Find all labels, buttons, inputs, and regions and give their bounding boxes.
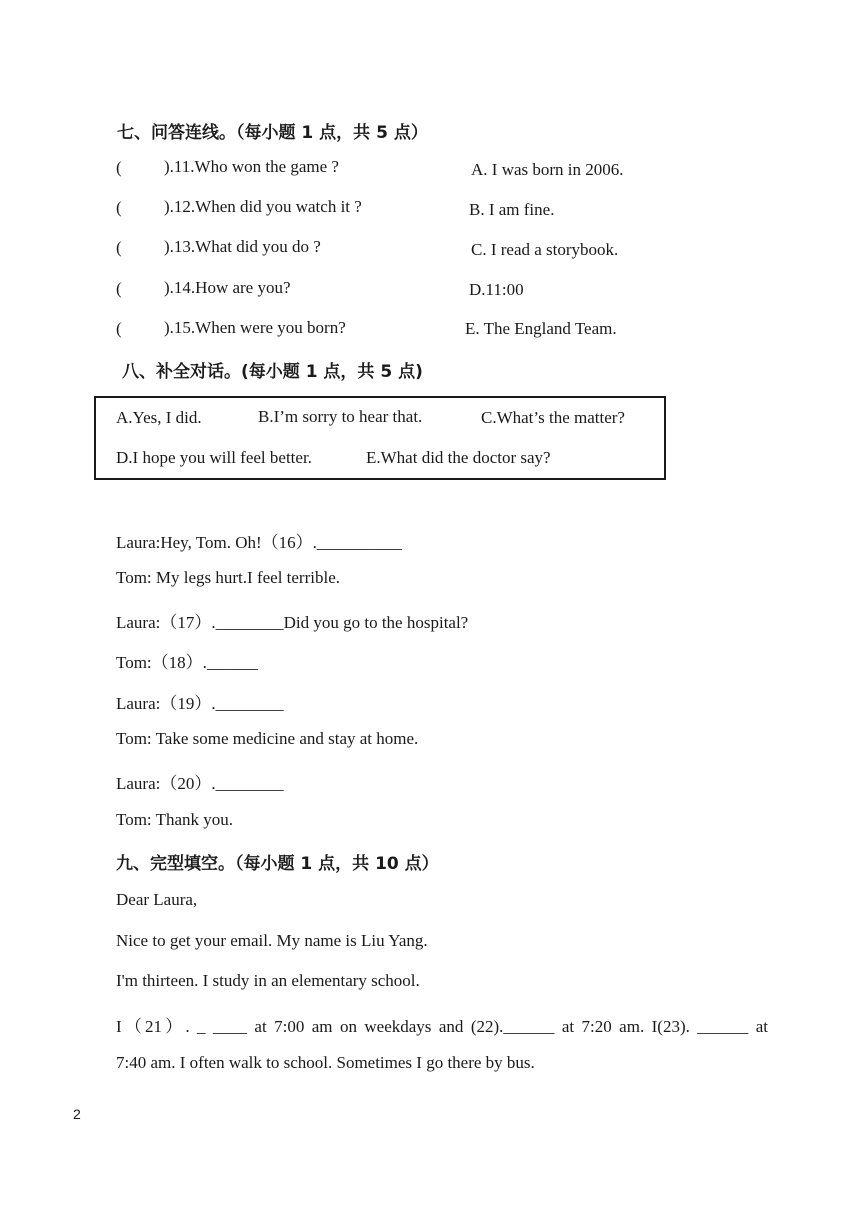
passage-line: I'm thirteen. I study in an elementary school. bbox=[116, 971, 420, 990]
dialogue-line: Laura:（17）.________Did you go to the hospital? bbox=[116, 613, 469, 632]
dialogue-line: Laura:Hey, Tom. Oh!（16）.__________ bbox=[116, 533, 402, 552]
page-number: 2 bbox=[73, 1106, 81, 1122]
question-text: ).11.Who won the game ? bbox=[164, 157, 339, 176]
option-c: C.What’s the matter? bbox=[481, 408, 625, 427]
answer-paren: ( bbox=[116, 198, 122, 217]
passage-line: Dear Laura, bbox=[116, 890, 198, 909]
section9-heading: 九、完型填空。（每小题 1 点，共 10 点） bbox=[116, 854, 439, 874]
match-answer: C. I read a storybook. bbox=[471, 240, 619, 259]
match-answer: B. I am fine. bbox=[469, 200, 555, 219]
dialogue-line: Tom: My legs hurt.I feel terrible. bbox=[116, 568, 340, 587]
passage-line: I（21）. _ ____ at 7:00 am on weekdays and (22).______ at 7:20 am. I(23). ______ at bbox=[116, 1017, 768, 1036]
passage-line: 7:40 am. I often walk to school. Sometimes I go there by bus. bbox=[116, 1053, 535, 1072]
section7-heading: 七、问答连线。（每小题 1 点，共 5 点） bbox=[117, 123, 428, 143]
match-answer: A. I was born in 2006. bbox=[471, 160, 624, 179]
match-answer: D.11:00 bbox=[469, 280, 524, 299]
answer-paren: ( bbox=[116, 319, 122, 338]
answer-paren: ( bbox=[116, 279, 122, 298]
section8-heading: 八、补全对话。(每小题 1 点，共 5 点) bbox=[122, 362, 423, 382]
dialogue-line: Tom:（18）.______ bbox=[116, 653, 258, 672]
dialogue-line: Tom: Thank you. bbox=[116, 810, 234, 829]
question-text: ).14.How are you? bbox=[164, 278, 291, 297]
answer-paren: ( bbox=[116, 158, 122, 177]
dialogue-line: Laura:（20）.________ bbox=[116, 774, 284, 793]
question-text: ).13.What did you do ? bbox=[164, 237, 321, 256]
option-e: E.What did the doctor say? bbox=[366, 448, 551, 467]
match-answer: E. The England Team. bbox=[465, 319, 617, 338]
answer-paren: ( bbox=[116, 238, 122, 257]
passage-line: Nice to get your email. My name is Liu Yang. bbox=[116, 931, 428, 950]
option-d: D.I hope you will feel better. bbox=[116, 448, 312, 467]
option-a: A.Yes, I did. bbox=[116, 408, 202, 427]
dialogue-line: Laura:（19）.________ bbox=[116, 694, 284, 713]
option-b: B.I’m sorry to hear that. bbox=[258, 407, 423, 426]
question-text: ).15.When were you born? bbox=[164, 318, 346, 337]
dialogue-line: Tom: Take some medicine and stay at home. bbox=[116, 729, 419, 748]
question-text: ).12.When did you watch it ? bbox=[164, 197, 362, 216]
